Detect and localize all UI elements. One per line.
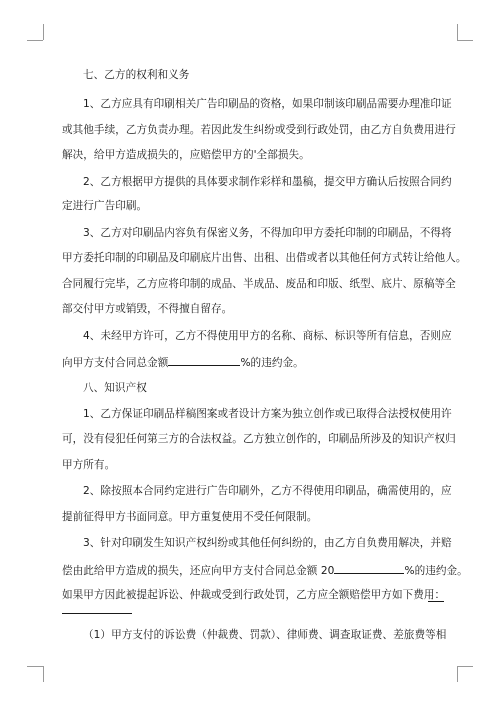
crop-mark-bottom-right-v [457,666,458,682]
s7-clause4-line2 [62,354,304,368]
s8-clause1-line3: 甲方所有。 [62,459,116,471]
s7-clause2-line1: 2、乙方根据甲方提供的具体要求制作彩样和墨稿，提交甲方确认后按照合同约 [83,176,452,188]
crop-mark-bottom-right-h [457,666,473,667]
fee-list-blank-line [62,613,132,614]
s8-clause2-line2: 提前征得甲方书面同意。甲方重复使用不受任何限制。 [62,511,318,523]
s8-clause3-text-before-blank: 偿由此给甲方造成的损失，还应向甲方支付合同总金额 20 [62,565,335,577]
s8-clause1-line1: 1、乙方保证印刷品样稿图案或者设计方案为独立创作或已取得合法授权使用许 [83,408,452,420]
fee-list-blank-trailing [428,601,444,602]
s7-clause4-text-before-blank: 向甲方支付合同总金额 [62,357,169,369]
s8-clause1-line2: 可，没有侵犯任何第三方的合法权益。乙方独立创作的，印刷品所涉及的知识产权归 [62,433,456,445]
s7-clause1-line2: 或其他手续，乙方负责办理。若因此发生纠纷或受到行政处罚，由乙方自负费用进行 [62,124,456,136]
s7-clause4-line1: 4、未经甲方许可，乙方不得使用甲方的名称、商标、标识等所有信息，否则应 [83,330,452,342]
crop-mark-top-right-v [457,24,458,40]
s8-item1-line1: （1）甲方支付的诉讼费（仲裁费、罚款）、律师费、调查取证费、差旅费等相 [83,629,447,641]
s8-clause3-text-after-blank: %的违约金。 [404,565,468,577]
crop-mark-top-left-h [27,40,43,41]
s7-clause3-line3: 合同履行完毕，乙方应将印制的成品、半成品、废品和印版、纸型、底片、原稿等全 [62,278,456,290]
s7-clause1-line3: 解决，给甲方造成损失的，应赔偿甲方的'全部损失。 [62,149,310,161]
penalty-percent-blank [168,354,240,366]
crop-mark-bottom-left-h [27,666,43,667]
s7-clause3-line1: 3、乙方对印刷品内容负有保密义务，不得加印甲方委托印制的印刷品，不得将 [83,227,452,239]
section-heading-intellectual-property: 八、知识产权 [83,382,147,394]
s7-clause4-text-after-blank: %的违约金。 [240,357,304,369]
s8-clause3-line3 [62,588,445,602]
s8-clause3-line3-text: 如果甲方因此被提起诉讼、仲裁或受到行政处罚，乙方应全额赔偿甲方如下费用： [62,589,446,601]
crop-mark-top-right-h [457,40,473,41]
s7-clause2-line2: 定进行广告印刷。 [62,200,148,212]
crop-mark-top-left-v [43,24,44,40]
s8-clause3-line2 [62,562,468,576]
s7-clause3-line2: 甲方委托印制的印刷品及印刷底片出售、出租、出借或者以其他任何方式转让给他人。 [62,252,467,264]
crop-mark-bottom-left-v [43,666,44,682]
s7-clause3-line4: 部交付甲方或销毁，不得擅自留存。 [62,303,233,315]
section-heading-rights-obligations: 七、乙方的权利和义务 [83,69,190,81]
penalty-percent-blank-2 [334,562,404,574]
s8-clause3-line1: 3、针对印刷发生知识产权纠纷或其他任何纠纷的，由乙方自负费用解决，并赔 [83,537,452,549]
s8-clause2-line1: 2、除按照本合同约定进行广告印刷外，乙方不得使用印刷品，确需使用的，应 [83,485,452,497]
s7-clause1-line1: 1、乙方应具有印刷相关广告印刷品的资格，如果印制该印刷品需要办理准印证 [83,98,452,110]
